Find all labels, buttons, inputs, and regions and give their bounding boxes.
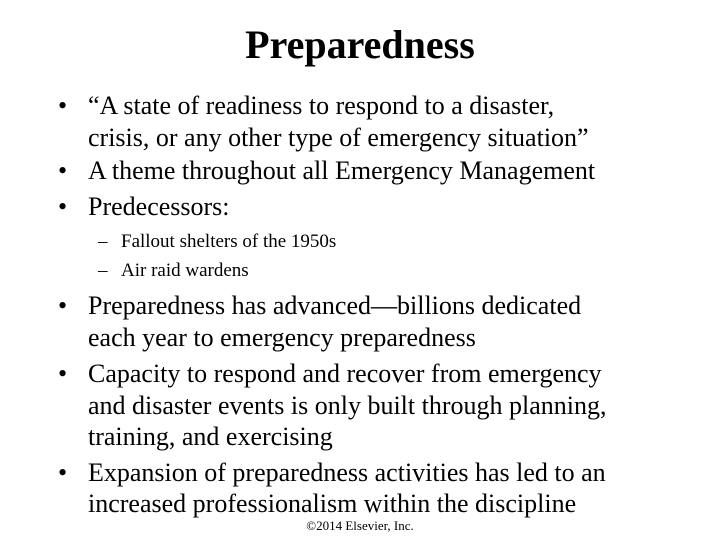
bullet-text-line: Expansion of preparedness activities has led to an (88, 458, 606, 487)
bullet-text-line: and disaster events is only built through planning, (88, 391, 607, 420)
bullet-marker: • (58, 291, 68, 320)
bullet-text-line: training, and exercising (88, 422, 333, 451)
bullet-text-line: Predecessors: (88, 192, 230, 221)
slide-title: Preparedness (245, 22, 475, 67)
bullet-marker: • (58, 359, 68, 388)
bullet-text-line: crisis, or any other type of emergency situation” (88, 123, 589, 152)
sub-bullet-marker: – (98, 231, 108, 252)
bullet-marker: • (58, 91, 68, 120)
sub-bullet-marker: – (98, 260, 108, 281)
bullet-marker: • (58, 156, 68, 185)
bullet-text-line: Preparedness has advanced—billions dedicated (88, 291, 582, 320)
sub-bullet-text: Fallout shelters of the 1950s (121, 231, 337, 252)
bullet-marker: • (58, 192, 68, 221)
bullet-text-line: A theme throughout all Emergency Management (88, 156, 596, 185)
bullet-text-line: increased professionalism within the discipline (88, 489, 577, 518)
sub-bullet-text: Air raid wardens (121, 260, 249, 281)
bullet-text-line: each year to emergency preparedness (88, 323, 476, 352)
bullet-marker: • (58, 458, 68, 487)
bullet-text-line: Capacity to respond and recover from emergency (88, 359, 602, 388)
bullet-text-line: “A state of readiness to respond to a disaster, (88, 91, 555, 120)
copyright-footer: ©2014 Elsevier, Inc. (306, 518, 414, 533)
